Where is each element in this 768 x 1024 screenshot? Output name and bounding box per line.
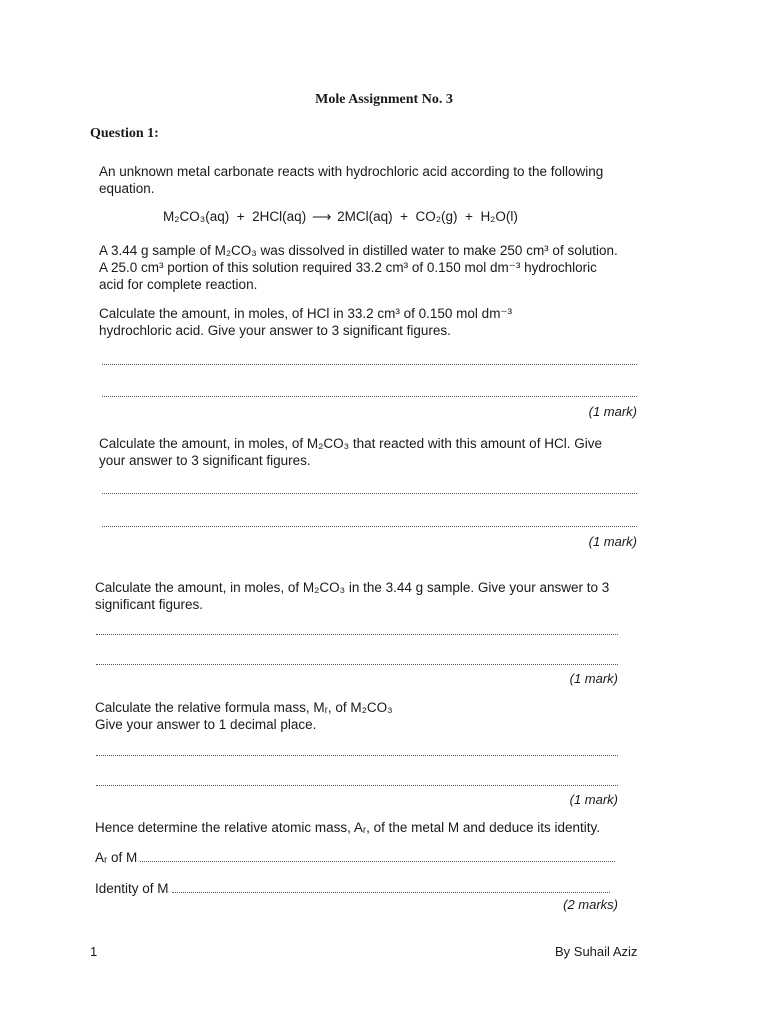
answer-line-3b[interactable] [96,664,618,665]
part-4-question: Calculate the relative formula mass, Mᵣ, of M₂CO₃ Give your answer to 1 decimal place. [95,700,393,732]
answer-line-1a[interactable] [102,364,637,365]
author-credit: By Suhail Aziz [555,944,638,959]
part-4-mark: (1 mark) [569,792,618,807]
eq-product-3: H₂O(l) [480,209,518,224]
part-2-question: Calculate the amount, in moles, of M₂CO₃ that reacted with this amount of HCl. Give your answer to 3 significant figures. [99,436,602,468]
answer-line-4a[interactable] [96,755,618,756]
identity-label: Identity of M [95,881,169,896]
eq-plus-3: + [465,209,473,224]
answer-line-2a[interactable] [102,493,637,494]
answer-line-1b[interactable] [102,396,637,397]
identity-answer-field[interactable] [172,892,610,893]
eq-reactant-2: 2HCl(aq) [252,209,307,224]
eq-reactant-1: M₂CO₃(aq) [163,209,230,224]
ar-answer-field[interactable] [140,861,615,862]
part-1-question: Calculate the amount, in moles, of HCl in 33.2 cm³ of 0.150 mol dm⁻³ hydrochloric acid. Give your answer to 3 significant figures. [99,306,513,338]
answer-line-2b[interactable] [102,526,637,527]
document-title: Mole Assignment No. 3 [315,92,453,107]
eq-product-1: 2MCl(aq) [337,209,393,224]
ar-answer-line [95,850,615,865]
eq-plus-2: + [400,209,408,224]
chemical-equation [163,209,518,225]
ar-label: Aᵣ of M [95,850,138,865]
answer-line-3a[interactable] [96,634,618,635]
page-number: 1 [90,944,98,959]
part-1-mark: (1 mark) [588,404,637,419]
answer-line-4b[interactable] [96,785,618,786]
identity-answer-line [95,881,610,896]
eq-plus-1: + [236,209,245,224]
part-5-mark: (2 marks) [563,897,618,912]
reaction-arrow-icon: ⟶ [311,209,332,224]
eq-product-2: CO₂(g) [415,209,458,224]
part-3-mark: (1 mark) [569,671,618,686]
part-5-question: Hence determine the relative atomic mass, Aᵣ, of the metal M and deduce its identity. [95,820,600,835]
sample-description: A 3.44 g sample of M₂CO₃ was dissolved in distilled water to make 250 cm³ of solution. A 25.0 cm³ portion of this solution required 33.2 cm³ of 0.150 mol dm⁻³ hydrochloric acid for complete reaction. [99,243,618,292]
intro-text: An unknown metal carbonate reacts with hydrochloric acid according to the following equation. [99,164,604,196]
question-heading: Question 1: [90,126,159,141]
part-2-mark: (1 mark) [588,534,637,549]
part-3-question: Calculate the amount, in moles, of M₂CO₃ in the 3.44 g sample. Give your answer to 3 significant figures. [95,580,610,612]
